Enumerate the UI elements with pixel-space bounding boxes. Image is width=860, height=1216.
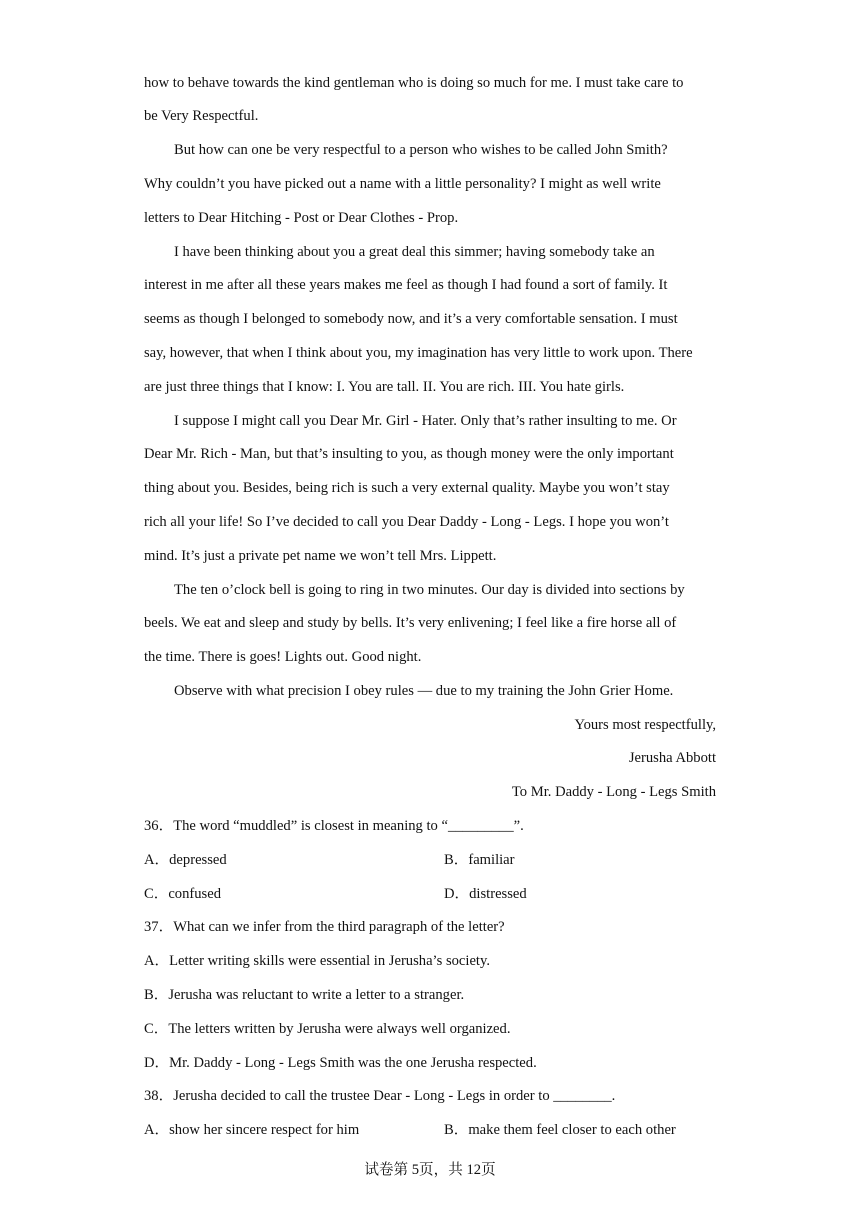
answer-option: B．familiar [444, 852, 515, 868]
answer-option: C．The letters written by Jerusha were always well organized. [144, 1021, 511, 1037]
answer-option: D．distressed [444, 886, 527, 902]
letter-line: But how can one be very respectful to a person who wishes to be called John Smith? [174, 142, 668, 158]
letter-line: Dear Mr. Rich - Man, but that’s insulting to you, as though money were the only important [144, 446, 674, 462]
answer-option: D．Mr. Daddy - Long - Legs Smith was the one Jerusha respected. [144, 1055, 537, 1071]
letter-line: Observe with what precision I obey rules — due to my training the John Grier Home. [174, 683, 674, 699]
letter-line: say, however, that when I think about you, my imagination has very little to work upon. There [144, 345, 693, 361]
letter-line: beels. We eat and sleep and study by bells. It’s very enlivening; I feel like a fire horse all of [144, 615, 677, 631]
question-stem: 38．Jerusha decided to call the trustee Dear - Long - Legs in order to ________. [144, 1088, 616, 1104]
answer-option: B．make them feel closer to each other [444, 1122, 676, 1138]
letter-line: mind. It’s just a private pet name we won’t tell Mrs. Lippett. [144, 548, 497, 564]
letter-line: interest in me after all these years makes me feel as though I had found a sort of family. It [144, 277, 668, 293]
letter-line: I suppose I might call you Dear Mr. Girl - Hater. Only that’s rather insulting to me. Or [174, 413, 677, 429]
letter-line: letters to Dear Hitching - Post or Dear Clothes - Prop. [144, 210, 459, 226]
answer-option: A．Letter writing skills were essential in Jerusha’s society. [144, 953, 490, 969]
letter-recipient: To Mr. Daddy - Long - Legs Smith [511, 784, 716, 800]
letter-line: I have been thinking about you a great deal this simmer; having somebody take an [174, 244, 655, 260]
letter-line: rich all your life! So I’ve decided to call you Dear Daddy - Long - Legs. I hope you won’t [144, 514, 669, 530]
answer-option: A．show her sincere respect for him [144, 1122, 360, 1138]
answer-option: C．confused [144, 886, 222, 902]
letter-line: thing about you. Besides, being rich is such a very external quality. Maybe you won’t stay [144, 480, 670, 496]
letter-line: how to behave towards the kind gentleman who is doing so much for me. I must take care to [144, 75, 684, 91]
letter-line: seems as though I belonged to somebody now, and it’s a very comfortable sensation. I must [144, 311, 678, 327]
letter-signature: Jerusha Abbott [628, 750, 716, 766]
letter-line: the time. There is goes! Lights out. Good night. [144, 649, 422, 665]
letter-line: are just three things that I know: I. You are tall. II. You are rich. III. You hate girls. [144, 379, 625, 395]
letter-line: The ten o’clock bell is going to ring in two minutes. Our day is divided into sections by [174, 582, 685, 598]
letter-line: be Very Respectful. [144, 108, 259, 124]
answer-option: B．Jerusha was reluctant to write a letter to a stranger. [144, 987, 465, 1003]
page-footer: 试卷第 5页，共 12页 [364, 1162, 496, 1178]
letter-closing: Yours most respectfully, [574, 717, 716, 733]
question-stem: 37．What can we infer from the third paragraph of the letter? [144, 919, 505, 935]
answer-option: A．depressed [144, 852, 227, 868]
question-stem: 36．The word “muddled” is closest in meaning to “_________”. [144, 818, 524, 834]
letter-line: Why couldn’t you have picked out a name with a little personality? I might as well write [144, 176, 661, 192]
